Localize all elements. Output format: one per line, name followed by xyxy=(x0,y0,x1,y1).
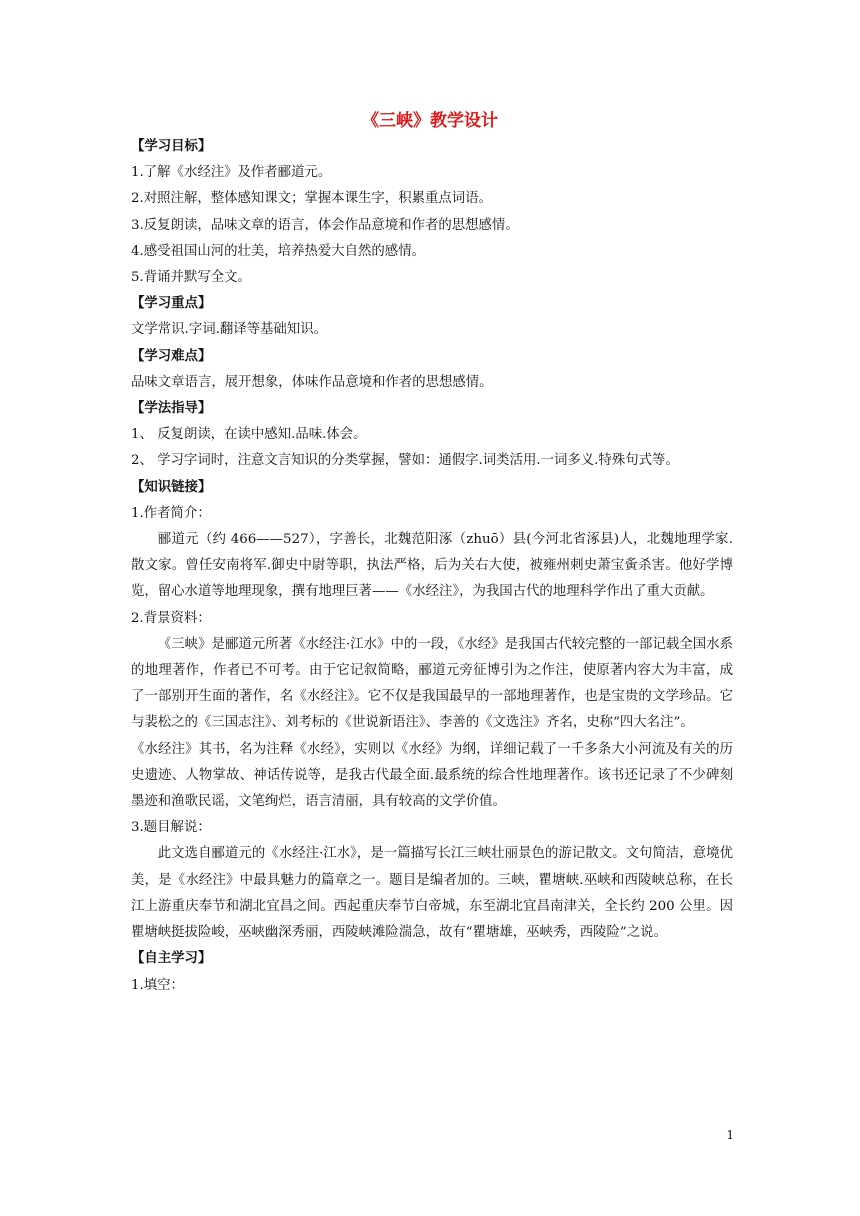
author-paragraph: 郦道元（约 466——527），字善长，北魏范阳涿（zhuō）县(今河北省涿县)人，北魏地理学家.散文家。曾任安南将军.御史中尉等职，执法严格，后为关右大使，被雍州刺史萧宝夤杀害。他好学博览，留心水道等地理现象，撰有地理巨著——《水经注》，为我国古代的地理科学作出了重大贡献。 xyxy=(131,532,733,600)
goal-item: 3.反复朗读，品味文章的语言，体会作品意境和作者的思想感情。 xyxy=(131,217,519,233)
difficulty-text: 品味文章语言，展开想象，体味作品意境和作者的思想感情。 xyxy=(131,374,493,390)
background-label: 2.背景资料： xyxy=(131,610,211,626)
method-item: 1、 反复朗读，在读中感知.品味.体会。 xyxy=(131,427,367,443)
title-explanation-paragraph: 此文选自郦道元的《水经注·江水》，是一篇描写长江三峡壮丽景色的游记散文。文句简洁，意境优美，是《水经注》中最具魅力的篇章之一。题目是编者加的。三峡，瞿塘峡.巫峡和西陵峡总称，在长江上游重庆奉节和湖北宜昌之间。西起重庆奉节白帝城，东至湖北宜昌南津关，全长约 200 公里。因瞿塘峡挺拔险峻，巫峡幽深秀丽，西陵峡滩险湍急，故有“瞿塘雄，巫峡秀，西陵险”之说。 xyxy=(131,846,733,941)
fill-blank-label: 1.填空： xyxy=(131,977,184,993)
title-explanation-label: 3.题目解说： xyxy=(131,820,211,836)
section-heading-knowledge: 【知识链接】 xyxy=(131,479,212,495)
section-heading-difficulty: 【学习难点】 xyxy=(131,348,212,364)
background-paragraph: 《三峡》是郦道元所著《水经注·江水》中的一段，《水经》是我国古代较完整的一部记载全国水系的地理著作，作者已不可考。由于它记叙简略，郦道元旁征博引为之作注，使原著内容大为丰富，成了一部别开生面的著作，名《水经注》。它不仅是我国最早的一部地理著作，也是宝贵的文学珍品。它与裴松之的《三国志注》、刘考标的《世说新语注》、李善的《文选注》齐名，史称“四大名注”。 xyxy=(131,636,733,731)
goal-item: 2.对照注解，整体感知课文；掌握本课生字，积累重点词语。 xyxy=(131,191,492,207)
page-number: 1 xyxy=(726,1128,734,1142)
goal-item: 4.感受祖国山河的壮美，培养热爱大自然的感情。 xyxy=(131,243,425,259)
background-paragraph-2: 《水经注》其书，名为注释《水经》，实则以《水经》为纲，详细记载了一千多条大小河流及有关的历史遗迹、人物掌故、神话传说等，是我古代最全面.最系统的综合性地理著作。该书还记录了不少碑刻墨迹和渔歌民谣，文笔绚烂，语言清丽，具有较高的文学价值。 xyxy=(131,741,733,810)
section-heading-goals: 【学习目标】 xyxy=(131,139,212,154)
goal-item: 5.背诵并默写全文。 xyxy=(131,270,251,286)
method-item: 2、 学习字词时，注意文言知识的分类掌握，譬如：通假字.词类活用.一词多义.特殊句式等。 xyxy=(131,453,679,469)
section-heading-self-study: 【自主学习】 xyxy=(131,951,212,967)
section-heading-key: 【学习重点】 xyxy=(131,296,212,312)
key-text: 文学常识.字词.翻译等基础知识。 xyxy=(131,322,327,338)
document-body xyxy=(131,134,733,999)
section-heading-method: 【学法指导】 xyxy=(131,401,212,417)
goal-item: 1.了解《水经注》及作者郦道元。 xyxy=(131,165,332,181)
document-title: 《三峡》教学设计 xyxy=(362,111,498,131)
author-label: 1.作者简介： xyxy=(131,505,211,521)
